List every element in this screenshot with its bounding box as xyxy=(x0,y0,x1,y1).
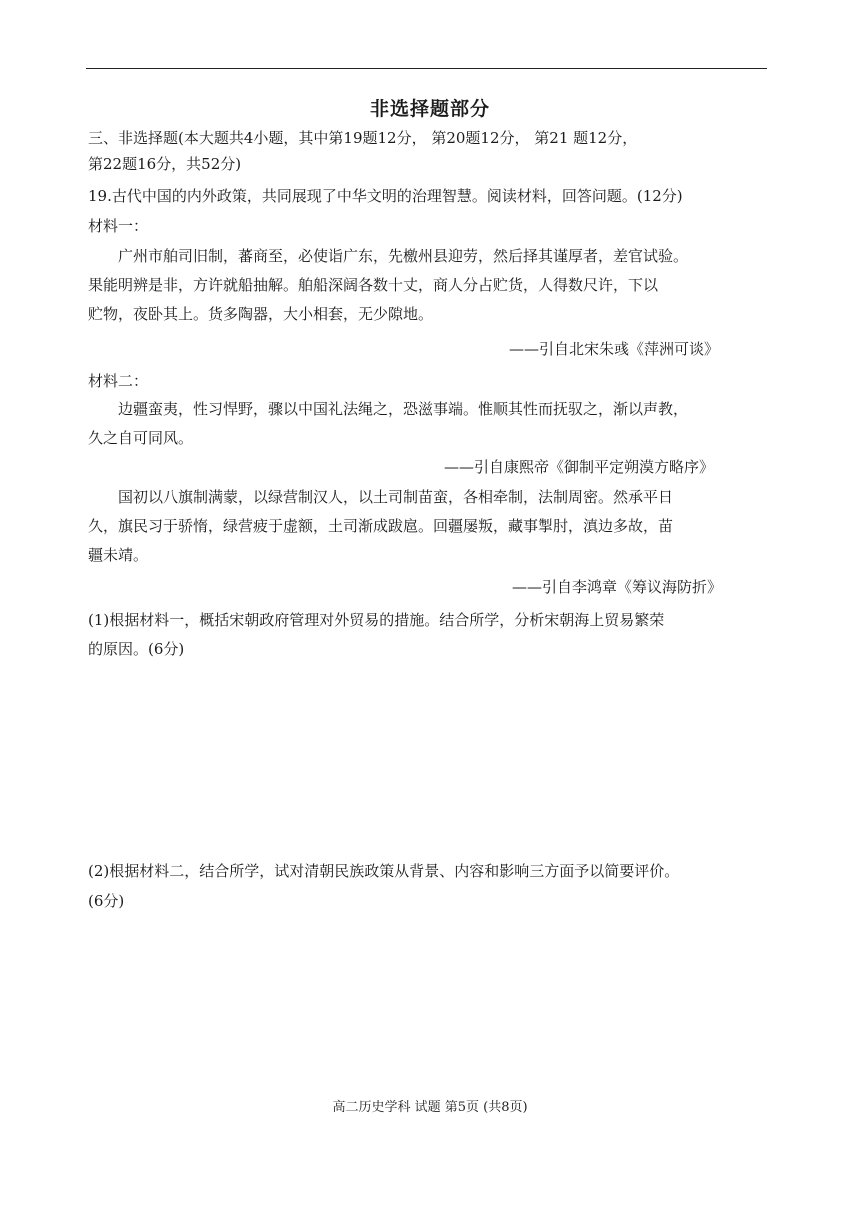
section-title: 非选择题部分 xyxy=(369,98,490,120)
question-19-stem: 19.古代中国的内外政策，共同展现了中华文明的治理智慧。阅读材料，回答问题。(12分) xyxy=(88,187,683,205)
section-intro-line-2: 第22题16分，共52分) xyxy=(88,155,242,173)
sub-question-1-line: (1)根据材料一，概括宋朝政府管理对外贸易的措施。结合所学，分析宋朝海上贸易繁荣 xyxy=(88,611,665,629)
section-intro-line-1: 三、非选择题(本大题共4小题，其中第19题12分， 第20题12分， 第21 题12分， xyxy=(88,129,638,147)
material-2a-source: ——引自康熙帝《御制平定朔漠方略序》 xyxy=(444,458,715,476)
material-2b-line: 久，旗民习于骄惰，绿营疲于虚额，土司渐成跋扈。回疆屡叛，藏事掣肘，滇边多故，苗 xyxy=(88,517,674,535)
material-1-source: ——引自北宋朱彧《萍洲可谈》 xyxy=(509,340,720,358)
material-2b-line: 国初以八旗制满蒙，以绿营制汉人，以土司制苗蛮，各相牵制，法制周密。然承平日 xyxy=(118,488,674,506)
header-rule xyxy=(86,68,767,69)
page-footer: 高二历史学科 试题 第5页 (共8页) xyxy=(332,1100,528,1115)
sub-question-2-line: (2)根据材料二，结合所学，试对清朝民族政策从背景、内容和影响三方面予以简要评价。 xyxy=(88,862,680,880)
material-2a-line: 久之自可同风。 xyxy=(88,429,194,447)
sub-question-1-line: 的原因。(6分) xyxy=(88,640,185,658)
material-2b-source: ——引自李鸿章《筹议海防折》 xyxy=(512,578,723,596)
material-1-line: 广州市舶司旧制，蕃商至，必使诣广东，先檄州县迎劳，然后择其谨厚者，差官试验。 xyxy=(118,247,689,265)
material-2-label: 材料二： xyxy=(88,372,149,390)
material-1-label: 材料一： xyxy=(88,217,149,235)
material-1-line: 贮物，夜卧其上。货多陶器，大小相套，无少隙地。 xyxy=(88,305,434,323)
material-2a-line: 边疆蛮夷，性习悍野，骤以中国礼法绳之，恐滋事端。惟顺其性而抚驭之，渐以声教， xyxy=(118,400,689,418)
material-2b-line: 疆未靖。 xyxy=(88,546,149,564)
material-1-line: 果能明辨是非，方许就船抽解。舶船深阔各数十丈，商人分占贮货，人得数尺许，下以 xyxy=(88,276,659,294)
sub-question-2-line: (6分) xyxy=(88,892,125,910)
